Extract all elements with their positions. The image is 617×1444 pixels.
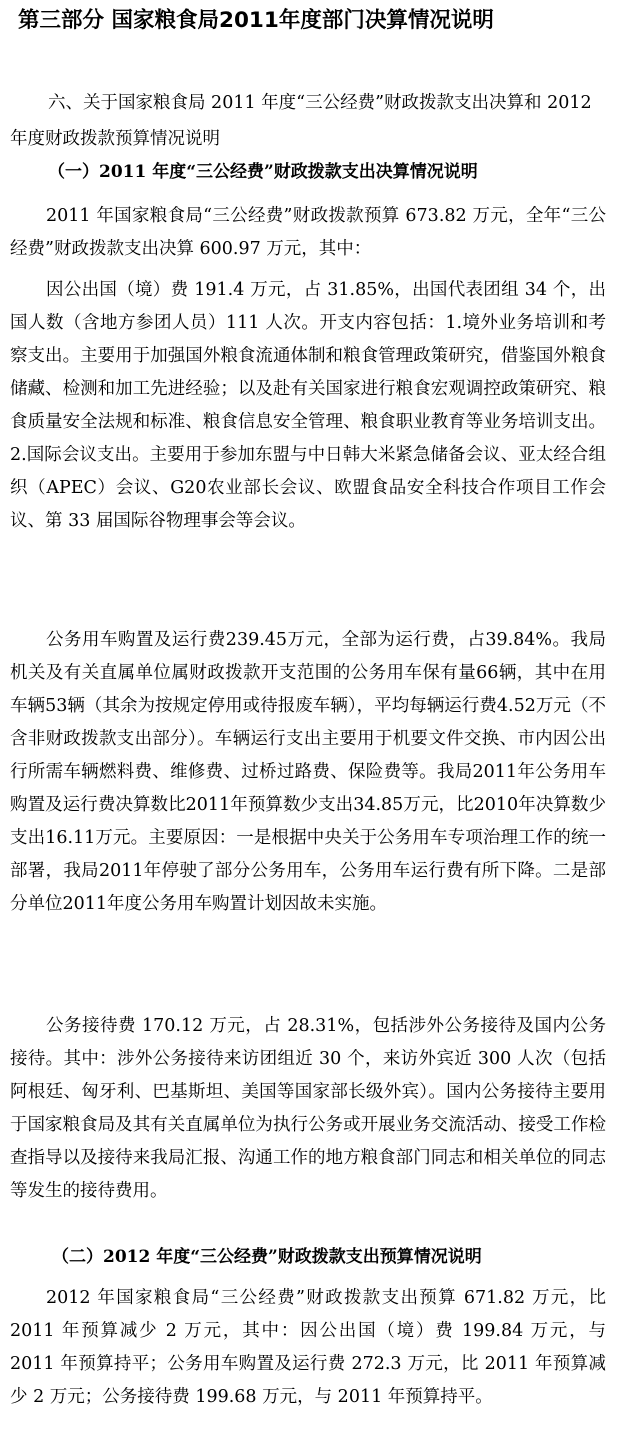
paragraph-official-vehicles: 公务用车购置及运行费239.45万元，全部为运行费，占39.84%。我局机关及有关直属单位属财政拨款开支范围的公务用车保有量66辆，其中在用车辆53辆（其余为按规定停用或待报废车辆），平均每辆运行费4.52万元（不含非财政拨款支出部分）。车辆运行支出主要用于机要文件交换、市内因公出行所需车辆燃料费、维修费、过桥过路费、保险费等。我局2011年公务用车购置及运行费决算数比2011年预算数少支出34.85万元，比2010年决算数少支出16.11万元。主要原因：一是根据中央关于公务用车专项治理工作的统一部署，我局2011年停驶了部分公务用车，公务用车运行费有所下降。二是部分单位2011年度公务用车购置计划因故未实施。 [10, 630, 606, 914]
paragraph-official-reception: 公务接待费 170.12 万元，占 28.31%，包括涉外公务接待及国内公务接待。其中：涉外公务接待来访团组近 30 个，来访外宾近 300 人次（包括阿根廷、匈牙利、巴基斯坦、美国等国家部长级外宾）。国内公务接待主要用于国家粮食局及其有关直属单位为执行公务或开展业务交流活动、接受工作检查指导以及接待来我局汇报、沟通工作的地方粮食部门同志和相关单位的同志等发生的接待费用。 [10, 1016, 606, 1201]
section-heading: 六、关于国家粮食局 2011 年度“三公经费”财政拨款支出决算和 2012 年度财政拨款预算情况说明 [10, 93, 592, 149]
paragraph-overseas-travel: 因公出国（境）费 191.4 万元，占 31.85%，出国代表团组 34 个，出国人数（含地方参团人员）111 人次。开支内容包括：1.境外业务培训和考察支出。主要用于加强国外粮食流通体制和粮食管理政策研究，借鉴国外粮食储藏、检测和加工先进经验；以及赴有关国家进行粮食宏观调控政策研究、粮食质量安全法规和标准、粮食信息安全管理、粮食职业教育等业务培训支出。2.国际会议支出。主要用于参加东盟与中日韩大米紧急储备会议、亚太经合组织（APEC）会议、G20农业部长会议、欧盟食品安全科技合作项目工作会议、第 33 届国际谷物理事会等会议。 [10, 280, 606, 531]
subsection-heading-2012: （二）2012 年度“三公经费”财政拨款支出预算情况说明 [52, 1247, 482, 1267]
paragraph-budget-2012: 2012 年国家粮食局“三公经费”财政拨款支出预算 671.82 万元，比 2011 年预算减少 2 万元，其中：因公出国（境）费 199.84 万元，与 2011 年预算持平；公务用车购置及运行费 272.3 万元，比 2011 年预算减少 2 万元；公务接待费 199.68 万元，与 2011 年预算持平。 [10, 1288, 606, 1407]
paragraph-budget-summary-2011: 2011 年国家粮食局“三公经费”财政拨款预算 673.82 万元，全年“三公经费”财政拨款支出决算 600.97 万元，其中： [10, 206, 606, 259]
document-title: 第三部分 国家粮食局2011年度部门决算情况说明 [18, 8, 494, 33]
subsection-heading-2011: （一）2011 年度“三公经费”财政拨款支出决算情况说明 [48, 162, 478, 182]
